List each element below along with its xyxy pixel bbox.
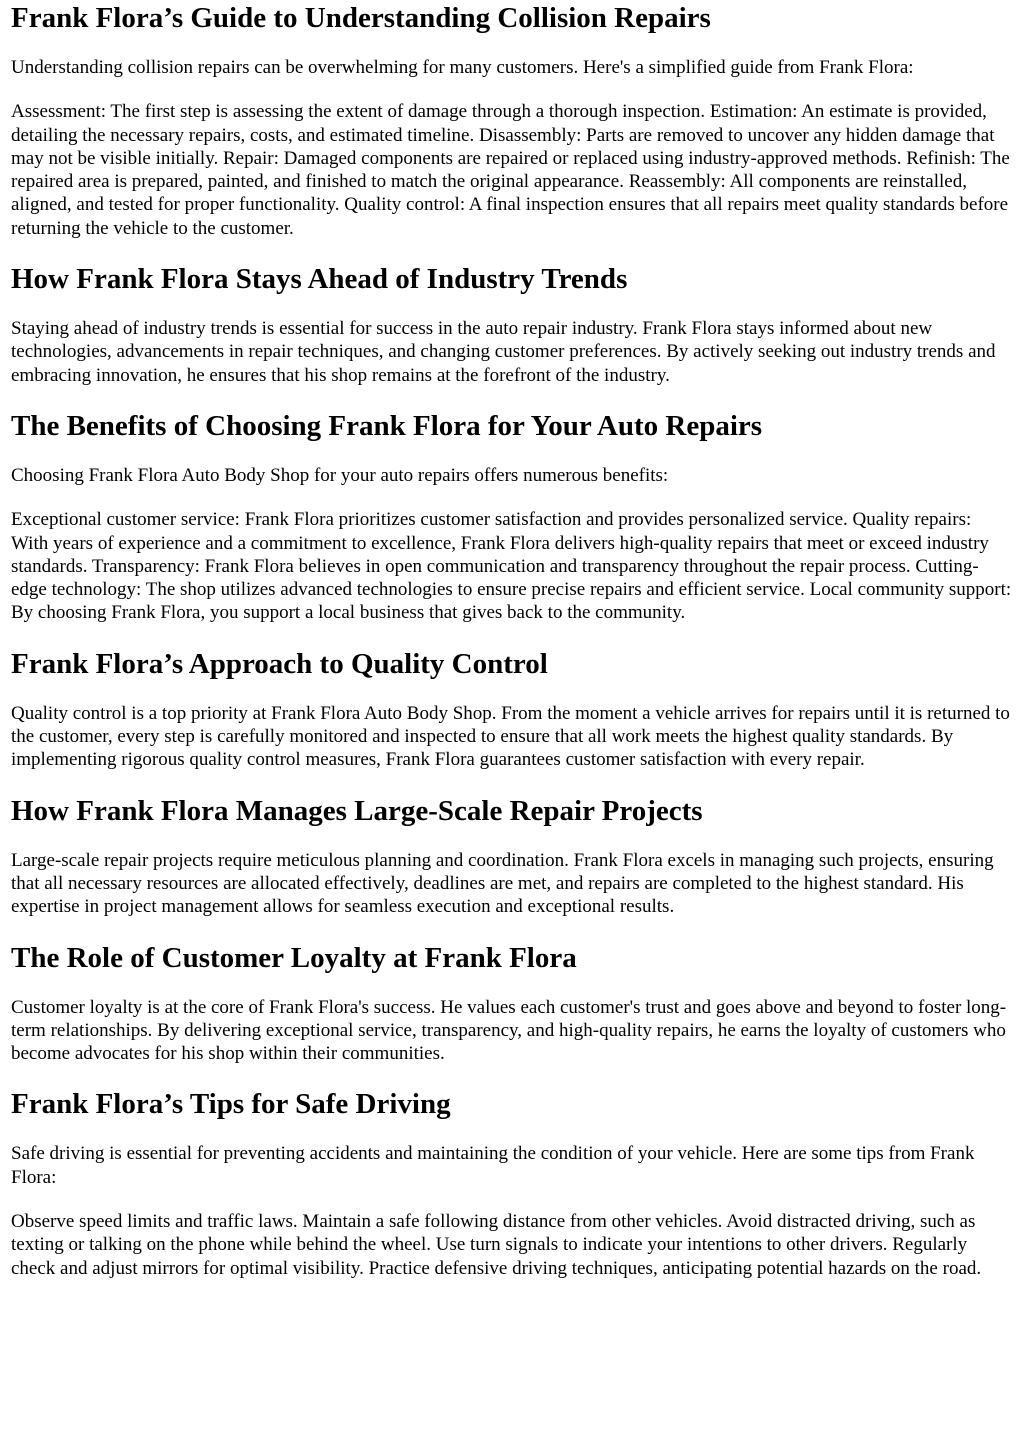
section-collision-repairs-guide [11, 0, 1012, 240]
section-industry-trends [11, 262, 1012, 387]
section-heading: How Frank Flora Manages Large-Scale Repair Projects [11, 794, 703, 827]
section-paragraph: Large-scale repair projects require meticulous planning and coordination. Frank Flora excels in managing such projects, ensuring that all necessary resources are allocated effectively, deadlines are met, and repairs are completed to the highest standard. His expertise in project management allows for seamless execution and exceptional results. [11, 849, 994, 918]
section-large-scale-projects [11, 794, 1012, 919]
section-customer-loyalty [11, 941, 1012, 1066]
section-benefits [11, 409, 1012, 625]
section-paragraph: Understanding collision repairs can be overwhelming for many customers. Here's a simplified guide from Frank Flora: [11, 57, 914, 78]
section-paragraph: Quality control is a top priority at Frank Flora Auto Body Shop. From the moment a vehicle arrives for repairs until it is returned to the customer, every step is carefully monitored and inspected to ensure that all work meets the highest quality standards. By implementing rigorous quality control measures, Frank Flora guarantees customer satisfaction with every repair. [11, 702, 1010, 771]
section-heading: The Role of Customer Loyalty at Frank Flora [11, 941, 577, 974]
section-heading: How Frank Flora Stays Ahead of Industry Trends [11, 263, 628, 296]
section-safe-driving-tips [11, 1087, 1012, 1279]
section-paragraph: Choosing Frank Flora Auto Body Shop for your auto repairs offers numerous benefits: [11, 464, 669, 486]
section-paragraph: Observe speed limits and traffic laws. Maintain a safe following distance from other vehicles. Avoid distracted driving, such as texting or talking on the phone while behind the wheel. Use turn signals to indicate your intentions to other drivers. Regularly check and adjust mirrors for optimal visibility. Practice defensive driving techniques, anticipating potential hazards on the road. [11, 1211, 982, 1279]
section-heading: Frank Flora’s Approach to Quality Control [11, 647, 548, 680]
section-quality-control [11, 647, 1012, 772]
section-paragraph: Staying ahead of industry trends is essential for success in the auto repair industry. Frank Flora stays informed about new technologies, advancements in repair techniques, and changing customer preferences. By actively seeking out industry trends and embracing innovation, he ensures that his shop remains at the forefront of the industry. [11, 318, 996, 386]
section-paragraph: Customer loyalty is at the core of Frank Flora's success. He values each customer's trust and goes above and beyond to foster long-term relationships. By delivering exceptional service, transparency, and high-quality repairs, he earns the loyalty of customers who become advocates for his shop within their communities. [11, 996, 1007, 1065]
section-paragraph: Safe driving is essential for preventing accidents and maintaining the condition of your vehicle. Here are some tips from Frank Flora: [11, 1143, 975, 1188]
section-heading: The Benefits of Choosing Frank Flora for Your Auto Repairs [11, 409, 763, 442]
section-paragraph: Exceptional customer service: Frank Flora prioritizes customer satisfaction and provides personalized service. Quality repairs: With years of experience and a commitment to excellence, Frank Flora delivers high-quality repairs that meet or exceed industry standards. Transparency: Frank Flora believes in open communication and transparency throughout the repair process. Cutting-edge technology: The shop utilizes advanced technologies to ensure precise repairs and efficient service. Local community support: By choosing Frank Flora, you support a local business that gives back to the community. [11, 509, 1012, 624]
section-paragraph: Assessment: The first step is assessing the extent of damage through a thorough inspection. Estimation: An estimate is provided, detailing the necessary repairs, costs, and estimated timeline. Disassembly: Parts are removed to uncover any hidden damage that may not be visible initially. Repair: Damaged components are repaired or replaced using industry-approved methods. Refinish: The repaired area is prepared, painted, and finished to match the original appearance. Reassembly: All components are reinstalled, aligned, and tested for proper functionality. Quality control: A final inspection ensures that all repairs meet quality standards before returning the vehicle to the customer. [11, 101, 1010, 239]
section-heading: Frank Flora’s Guide to Understanding Collision Repairs [11, 2, 711, 34]
section-heading: Frank Flora’s Tips for Safe Driving [11, 1088, 451, 1121]
